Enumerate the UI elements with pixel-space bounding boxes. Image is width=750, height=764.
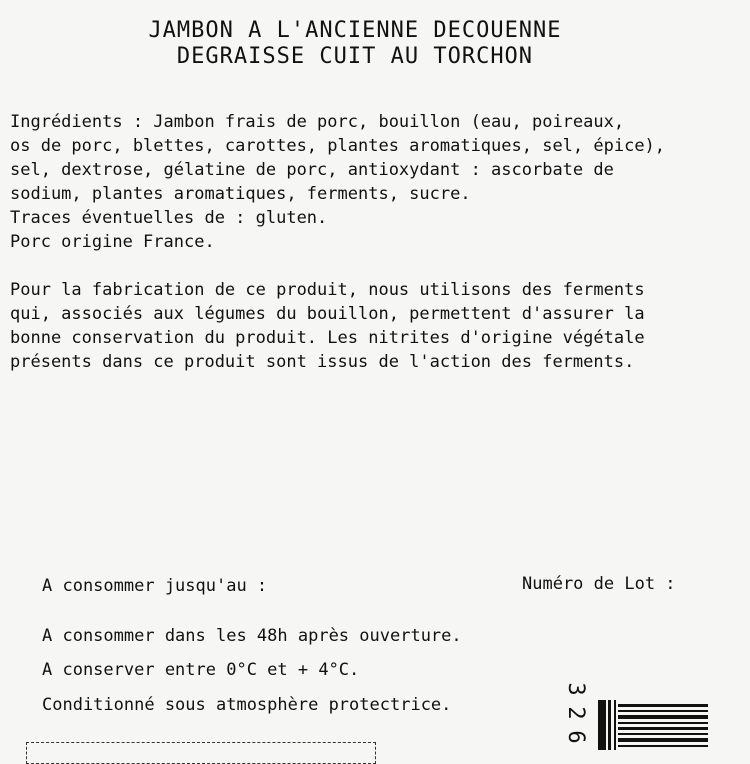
lot-number-label: Numéro de Lot : <box>522 574 676 594</box>
barcode-digit: 2 <box>563 706 588 720</box>
product-title-line-1: JAMBON A L'ANCIENNE DECOUENNE <box>148 18 562 43</box>
best-before-label: A consommer jusqu'au : <box>42 576 268 596</box>
product-title-line-2: DEGRAISSE CUIT AU TORCHON <box>176 44 534 69</box>
ingredients-text: Ingrédients : Jambon frais de porc, bouillon (eau, poireaux, os de porc, blettes, carottes, plantes aromatiques, sel, épice), sel, dextrose, gélatine de porc, antioxydant : ascorbate de sodium, plantes aromatiques, ferments, sucre. Traces éventuelles de : gluten. Porc origine France. <box>10 112 666 252</box>
packaging-note: Conditionné sous atmosphère protectrice. <box>42 695 452 715</box>
barcode-icon <box>598 700 708 750</box>
fabrication-note: Pour la fabrication de ce produit, nous utilisons des ferments qui, associés aux légumes du bouillon, permettent d'assurer la bonne conservation du produit. Les nitrites d'origine végétale présents dans ce produit sont issus de l'action des ferments. <box>10 280 645 372</box>
barcode-digits <box>558 676 592 750</box>
storage-temperature-note: A conserver entre 0°C et + 4°C. <box>42 660 360 680</box>
date-box <box>26 742 376 764</box>
barcode-digit: 6 <box>563 730 588 744</box>
barcode-digit: 3 <box>563 682 588 696</box>
consume-within-note: A consommer dans les 48h après ouverture. <box>42 626 462 646</box>
